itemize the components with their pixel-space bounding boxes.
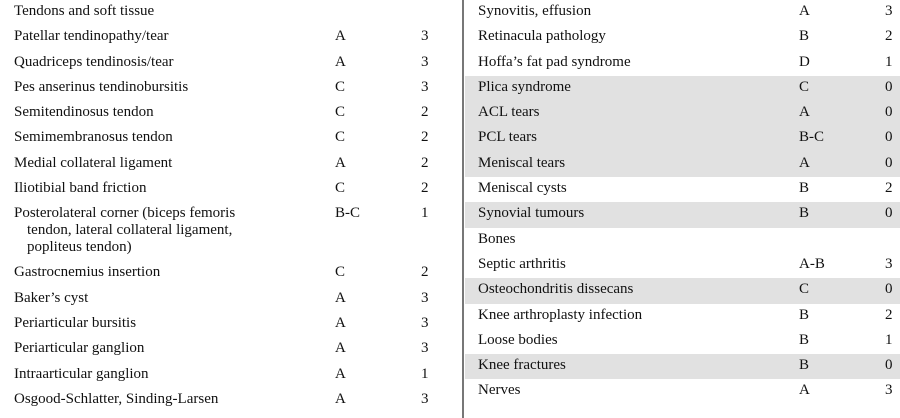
table-row-section-header — [0, 0, 462, 25]
condition-name: Medial collateral ligament — [14, 154, 173, 171]
evidence-grade: B-C — [335, 205, 361, 222]
evidence-grade: B — [799, 357, 810, 374]
evidence-grade: B — [799, 180, 810, 197]
table-row-shaded — [465, 76, 900, 101]
evidence-grade: B — [799, 331, 810, 348]
evidence-grade: C — [335, 264, 346, 281]
table-row — [0, 337, 462, 362]
score-value: 3 — [421, 390, 429, 407]
evidence-grade: B — [799, 306, 810, 323]
condition-name: Septic arthritis — [478, 255, 566, 272]
score-value: 0 — [885, 205, 893, 222]
column-divider — [462, 0, 464, 418]
condition-name: ACL tears — [478, 104, 540, 121]
table-row — [465, 379, 900, 404]
condition-name: Synovitis, effusion — [478, 3, 592, 19]
table-row-shaded — [465, 202, 900, 227]
condition-name: Osgood-Schlatter, Sinding-Larsen — [14, 390, 219, 407]
evidence-grade: A — [799, 3, 810, 19]
condition-name: Nerves — [478, 382, 521, 399]
condition-name: Periarticular bursitis — [14, 314, 137, 331]
table-row — [0, 126, 462, 151]
condition-name: Gastrocnemius insertion — [14, 264, 161, 281]
condition-name: Semimembranosus tendon — [14, 129, 173, 146]
score-value: 0 — [885, 281, 893, 298]
evidence-grade: C — [335, 129, 346, 146]
table-row — [465, 25, 900, 50]
evidence-grade: C — [335, 78, 346, 95]
condition-name: Periarticular ganglion — [14, 340, 145, 357]
score-value: 1 — [885, 53, 893, 70]
evidence-grade: D — [799, 53, 810, 70]
condition-name: Hoffa’s fat pad syndrome — [478, 53, 631, 70]
evidence-grade: A-B — [799, 255, 825, 272]
score-value: 0 — [885, 78, 893, 95]
condition-name: PCL tears — [478, 129, 538, 146]
table-row-shaded — [465, 152, 900, 177]
score-value: 2 — [421, 154, 429, 171]
score-value: 3 — [421, 28, 429, 45]
evidence-grade: C — [335, 180, 346, 197]
condition-name: Semitendinosus tendon — [14, 104, 154, 121]
evidence-grade: C — [335, 104, 346, 121]
table-row — [0, 25, 462, 50]
table-row-shaded — [465, 126, 900, 151]
table-row — [0, 101, 462, 126]
score-value: 3 — [885, 382, 893, 399]
condition-name-line-1: Posterolateral corner (biceps femoris — [14, 205, 236, 222]
evidence-grade: A — [335, 340, 346, 357]
condition-name: Quadriceps tendinosis/tear — [14, 53, 174, 70]
table-row — [465, 253, 900, 278]
score-value: 3 — [885, 3, 893, 19]
table-row — [465, 304, 900, 329]
evidence-grade: B — [799, 28, 810, 45]
score-value: 2 — [885, 306, 893, 323]
table-row — [465, 51, 900, 76]
table-row — [0, 202, 462, 261]
score-value: 3 — [421, 289, 429, 306]
table-row — [0, 76, 462, 101]
score-value: 0 — [885, 129, 893, 146]
table-row — [465, 329, 900, 354]
score-value: 2 — [421, 104, 429, 121]
section-header-bones: Bones — [478, 230, 516, 247]
score-value: 2 — [885, 180, 893, 197]
condition-name — [14, 205, 314, 256]
evidence-grade: A — [335, 28, 346, 45]
evidence-grade: A — [799, 154, 810, 171]
table-row — [465, 0, 900, 25]
condition-name: Intraarticular ganglion — [14, 365, 149, 382]
score-value: 2 — [885, 28, 893, 45]
table-row — [0, 261, 462, 286]
table-row — [0, 312, 462, 337]
evidence-grade: A — [335, 53, 346, 70]
condition-name: Iliotibial band friction — [14, 180, 147, 197]
table-row-shaded — [465, 278, 900, 303]
condition-name: Osteochondritis dissecans — [478, 281, 634, 298]
score-value: 3 — [421, 53, 429, 70]
table-row — [0, 363, 462, 388]
condition-name: Meniscal cysts — [478, 180, 567, 197]
evidence-grade: A — [335, 314, 346, 331]
table-row — [0, 388, 462, 413]
score-value: 1 — [421, 205, 429, 222]
condition-name: Loose bodies — [478, 331, 558, 348]
condition-name: Synovial tumours — [478, 205, 585, 222]
evidence-grade: B-C — [799, 129, 825, 146]
score-value: 3 — [885, 255, 893, 272]
score-value: 1 — [885, 331, 893, 348]
condition-name: Pes anserinus tendinobursitis — [14, 78, 189, 95]
table-row-shaded — [465, 101, 900, 126]
table-row — [0, 287, 462, 312]
condition-name-line-3: popliteus tendon) — [27, 239, 132, 256]
score-value: 0 — [885, 357, 893, 374]
score-value: 0 — [885, 104, 893, 121]
condition-name: Knee fractures — [478, 357, 566, 374]
condition-name: Plica syndrome — [478, 78, 571, 95]
score-value: 2 — [421, 264, 429, 281]
score-value: 3 — [421, 78, 429, 95]
evidence-grade: A — [799, 104, 810, 121]
condition-name: Meniscal tears — [478, 154, 566, 171]
condition-name: Retinacula pathology — [478, 28, 606, 45]
table-row — [0, 51, 462, 76]
table-row — [0, 177, 462, 202]
evidence-grade: A — [335, 365, 346, 382]
score-value: 2 — [421, 129, 429, 146]
condition-name: Patellar tendinopathy/tear — [14, 28, 169, 45]
score-value: 2 — [421, 180, 429, 197]
evidence-grade: C — [799, 78, 810, 95]
evidence-grade: A — [799, 382, 810, 399]
section-header-tendons: Tendons and soft tissue — [14, 3, 155, 19]
table-row — [465, 177, 900, 202]
condition-name-line-2: tendon, lateral collateral ligament, — [27, 222, 233, 239]
condition-name: Knee arthroplasty infection — [478, 306, 643, 323]
table-row — [0, 152, 462, 177]
score-value: 3 — [421, 314, 429, 331]
score-value: 1 — [421, 365, 429, 382]
table-row-section-header — [465, 228, 900, 253]
evidence-grade: A — [335, 154, 346, 171]
table-row-shaded — [465, 354, 900, 379]
evidence-grade: B — [799, 205, 810, 222]
condition-name: Baker’s cyst — [14, 289, 89, 306]
right-table — [465, 0, 900, 405]
evidence-grade: A — [335, 390, 346, 407]
score-value: 3 — [421, 340, 429, 357]
evidence-grade: C — [799, 281, 810, 298]
evidence-grade: A — [335, 289, 346, 306]
score-value: 0 — [885, 154, 893, 171]
